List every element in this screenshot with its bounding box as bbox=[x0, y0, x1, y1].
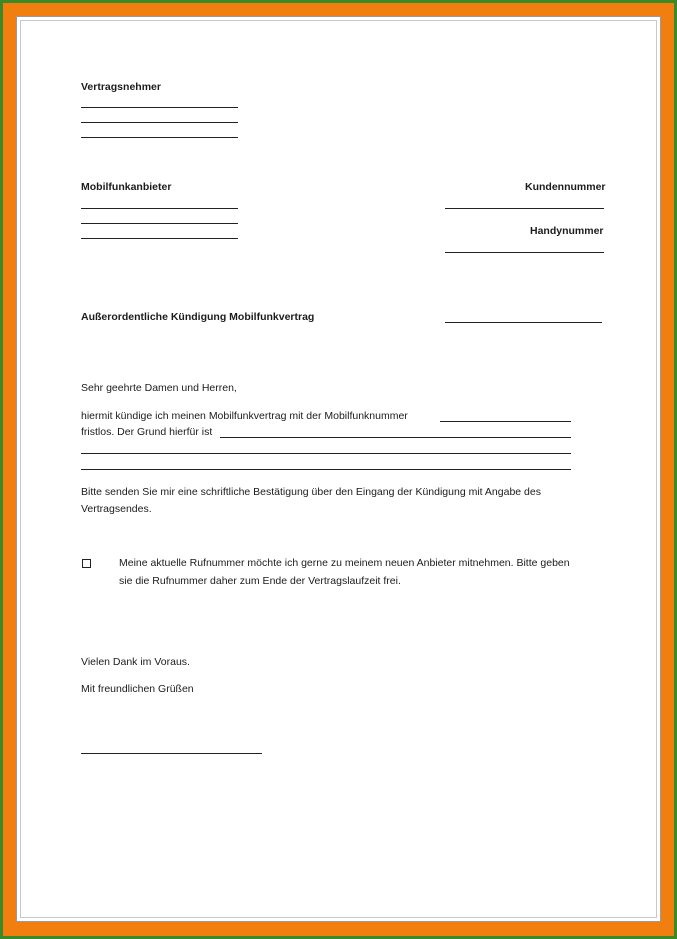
signature-line[interactable] bbox=[81, 753, 262, 754]
phone-number-blank[interactable] bbox=[440, 421, 571, 422]
port-option-line-2: sie die Rufnummer daher zum Ende der Vertragslaufzeit frei. bbox=[119, 575, 401, 587]
subject-date-line[interactable] bbox=[445, 322, 602, 323]
body-line-2: fristlos. Der Grund hierfür ist bbox=[81, 426, 213, 438]
sender-line-3[interactable] bbox=[81, 137, 238, 138]
closing-regards: Mit freundlichen Grüßen bbox=[81, 683, 194, 695]
phone-number-line[interactable] bbox=[445, 252, 604, 253]
customer-number-label: Kundennummer bbox=[525, 181, 606, 193]
sender-line-1[interactable] bbox=[81, 107, 238, 108]
body-line-1: hiermit kündige ich meinen Mobilfunkvertrag mit der Mobilfunknummer bbox=[81, 410, 408, 422]
provider-line-1[interactable] bbox=[81, 208, 238, 209]
port-number-checkbox[interactable] bbox=[82, 559, 91, 568]
confirm-line-2: Vertragsendes. bbox=[81, 503, 152, 515]
confirm-line-1: Bitte senden Sie mir eine schriftliche Bestätigung über den Eingang der Kündigung mit Angabe des bbox=[81, 486, 541, 498]
provider-label: Mobilfunkanbieter bbox=[81, 181, 172, 193]
closing-thanks: Vielen Dank im Voraus. bbox=[81, 656, 190, 668]
reason-line-3[interactable] bbox=[81, 469, 571, 470]
sender-label: Vertragsnehmer bbox=[81, 81, 161, 93]
port-option-line-1: Meine aktuelle Rufnummer möchte ich gerne zu meinem neuen Anbieter mitnehmen. Bitte geben bbox=[119, 557, 570, 569]
provider-line-3[interactable] bbox=[81, 238, 238, 239]
phone-number-label: Handynummer bbox=[530, 225, 604, 237]
salutation: Sehr geehrte Damen und Herren, bbox=[81, 382, 237, 394]
provider-line-2[interactable] bbox=[81, 223, 238, 224]
reason-line-2[interactable] bbox=[81, 453, 571, 454]
subject: Außerordentliche Kündigung Mobilfunkvertrag bbox=[81, 311, 315, 323]
sender-line-2[interactable] bbox=[81, 122, 238, 123]
customer-number-line[interactable] bbox=[445, 208, 604, 209]
reason-line-1[interactable] bbox=[220, 437, 571, 438]
